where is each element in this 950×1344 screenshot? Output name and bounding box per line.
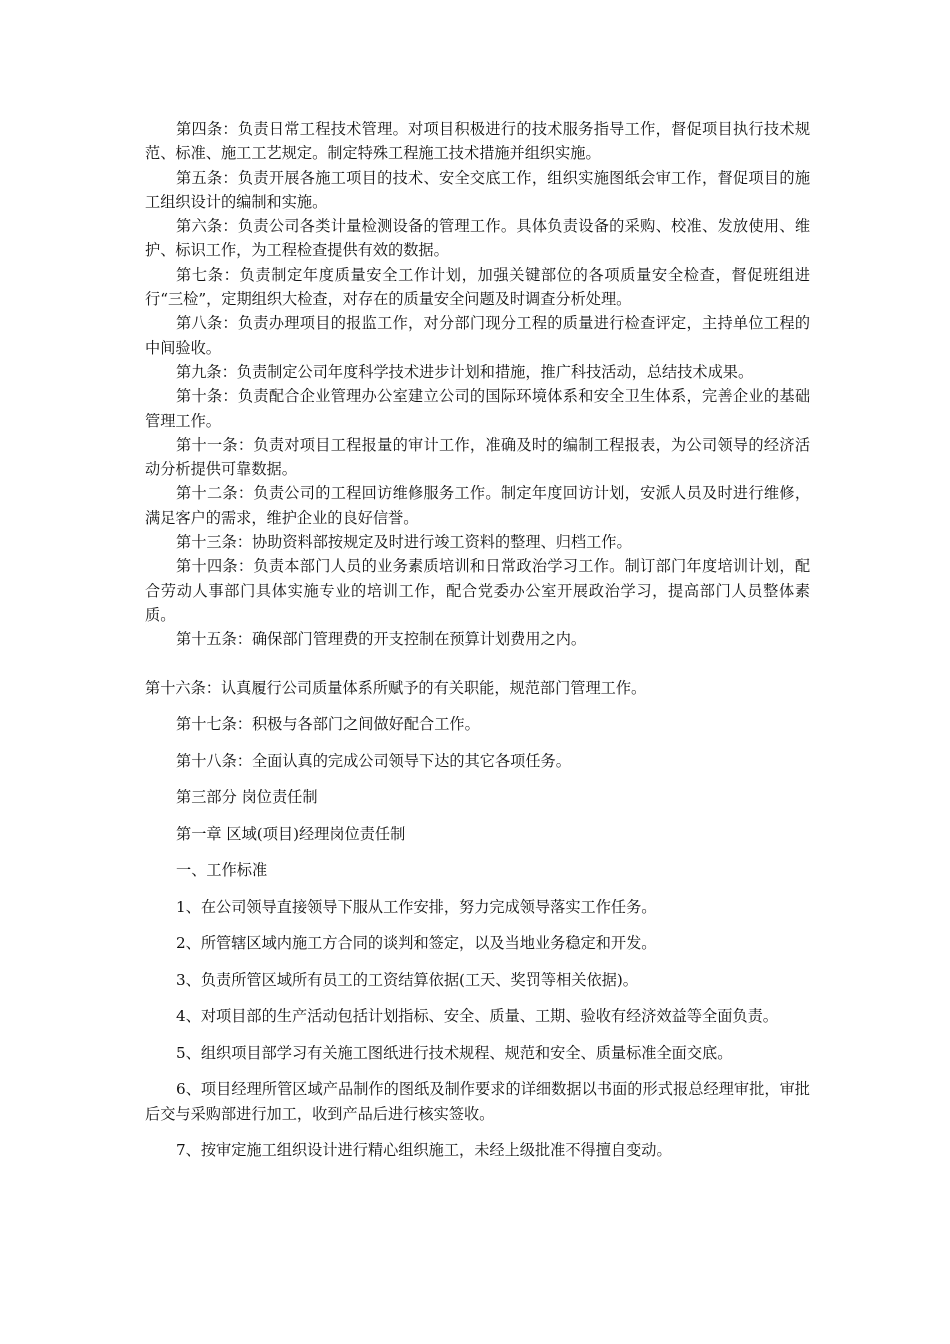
chapter-1-heading: 第一章 区域(项目)经理岗位责任制 [176,824,406,843]
part-3-heading: 第三部分 岗位责任制 [176,788,318,807]
article-9: 第九条：负责制定公司年度科学技术进步计划和措施，推广科技活动，总结技术成果。 [176,362,754,381]
article-14: 第十四条：负责本部门人员的业务素质培训和日常政治学习工作。制订部门年度培训计划，配合劳动人事部门具体实施专业的培训工作，配合党委办公室开展政治学习，提高部门人员整体素质。 [145,557,810,624]
article-11: 第十一条：负责对项目工程报量的审计工作，准确及时的编制工程报表，为公司领导的经济活动分析提供可靠数据。 [145,435,810,479]
article-17: 第十七条：积极与各部门之间做好配合工作。 [176,715,480,734]
article-6: 第六条：负责公司各类计量检测设备的管理工作。具体负责设备的采购、校准、发放使用、维护、标识工作，为工程检查提供有效的数据。 [145,217,810,260]
work-standard-item-3: 3、负责所管区域所有员工的工资结算依据(工天、奖罚等相关依据)。 [176,970,638,989]
work-standard-item-1: 1、在公司领导直接领导下服从工作安排，努力完成领导落实工作任务。 [176,897,657,916]
article-13: 第十三条：协助资料部按规定及时进行竣工资料的整理、归档工作。 [176,533,632,552]
articles-16-and-job-responsibilities [145,676,810,1175]
article-8: 第八条：负责办理项目的报监工作，对分部门现分工程的质量进行检查评定，主持单位工程的中间验收。 [145,314,810,357]
article-16: 第十六条：认真履行公司质量体系所赋予的有关职能，规范部门管理工作。 [145,679,647,697]
work-standard-item-6: 6、项目经理所管区域产品制作的图纸及制作要求的详细数据以书面的形式报总经理审批，审批后交与采购部进行加工，收到产品后进行核实签收。 [145,1080,810,1123]
article-18: 第十八条：全面认真的完成公司领导下达的其它各项任务。 [176,751,571,770]
duties-articles-4-15 [145,117,810,652]
article-15: 第十五条：确保部门管理费的开支控制在预算计划费用之内。 [176,630,587,649]
article-5: 第五条：负责开展各施工项目的技术、安全交底工作，组织实施图纸会审工作，督促项目的施工组织设计的编制和实施。 [145,168,810,211]
article-4: 第四条：负责日常工程技术管理。对项目积极进行的技术服务指导工作，督促项目执行技术规范、标准、施工工艺规定。制定特殊工程施工技术措施并组织实施。 [145,120,810,163]
article-7: 第七条：负责制定年度质量安全工作计划，加强关键部位的各项质量安全检查，督促班组进行“三检”，定期组织大检查，对存在的质量安全问题及时调查分析处理。 [145,265,810,309]
work-standard-item-7: 7、按审定施工组织设计进行精心组织施工，未经上级批准不得擅自变动。 [176,1141,672,1160]
work-standard-item-2: 2、所管辖区域内施工方合同的谈判和签定，以及当地业务稳定和开发。 [176,934,657,953]
work-standard-item-5: 5、组织项目部学习有关施工图纸进行技术规程、规范和安全、质量标准全面交底。 [176,1043,733,1062]
section-1-heading: 一、工作标准 [176,861,268,880]
work-standard-item-4: 4、对项目部的生产活动包括计划指标、安全、质量、工期、验收有经济效益等全面负责。 [176,1007,778,1026]
article-12: 第十二条：负责公司的工程回访维修服务工作。制定年度回访计划，安派人员及时进行维修，满足客户的需求，维护企业的良好信誉。 [145,484,810,527]
article-10: 第十条：负责配合企业管理办公室建立公司的国际环境体系和安全卫生体系，完善企业的基础管理工作。 [145,387,810,430]
